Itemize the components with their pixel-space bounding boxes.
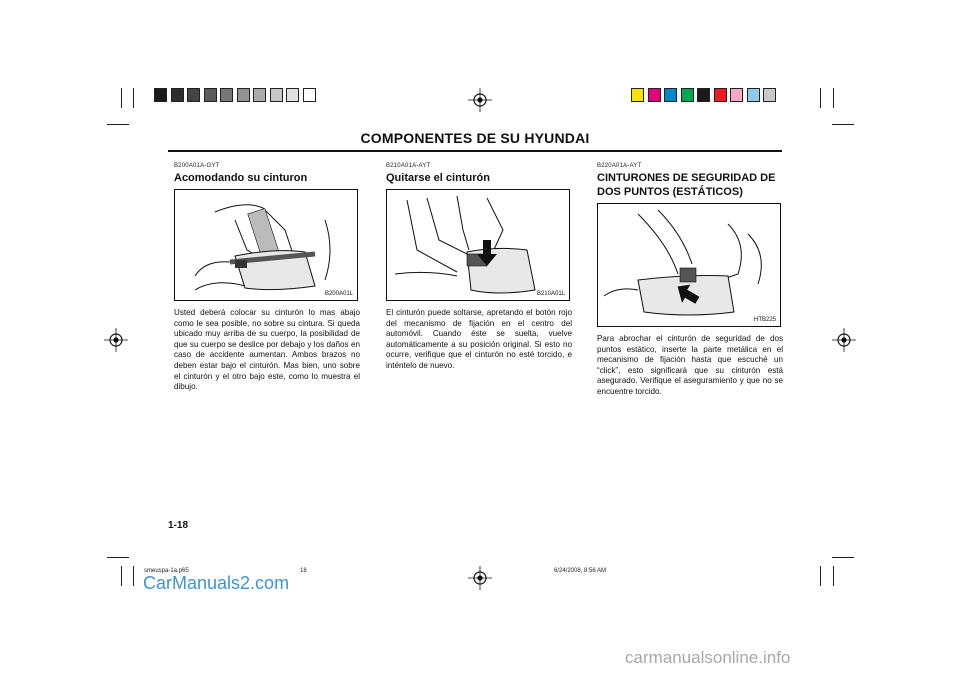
fasten-buckle-illustration	[598, 204, 780, 326]
color-swatch	[254, 89, 265, 101]
crop-mark	[133, 88, 134, 108]
color-swatch	[698, 89, 709, 101]
page-title: COMPONENTES DE SU HYUNDAI	[360, 130, 590, 146]
seated-person-belt-illustration	[175, 190, 357, 300]
crop-mark	[121, 88, 122, 108]
crop-mark	[832, 557, 854, 558]
color-swatch	[221, 89, 232, 101]
color-swatch	[665, 89, 676, 101]
crop-mark	[833, 566, 834, 586]
section-heading: Acomodando su cinturon	[174, 172, 308, 184]
crop-mark	[107, 557, 129, 558]
crop-mark	[820, 88, 821, 108]
illustration-fasten-buckle	[597, 203, 781, 327]
color-swatch	[764, 89, 775, 101]
section-removing-belt	[386, 163, 572, 372]
footer-file-name: smeuspa-1a.p65	[144, 568, 189, 574]
illustration-release-buckle	[386, 189, 570, 301]
color-swatch	[731, 89, 742, 101]
figure-label: HTB225	[753, 317, 776, 323]
color-swatch	[304, 89, 315, 101]
crop-mark	[820, 566, 821, 586]
section-code: B210A01A-AYT	[386, 163, 431, 169]
section-heading: Quitarse el cinturón	[386, 172, 490, 184]
crop-mark	[121, 566, 122, 586]
color-swatch	[649, 89, 660, 101]
illustration-lap-belt-position	[174, 189, 358, 301]
header-rule	[168, 150, 782, 152]
section-heading: CINTURONES DE SEGURIDAD DE DOS PUNTOS (ESTÁTICOS)	[597, 172, 776, 198]
color-swatch	[748, 89, 759, 101]
color-swatch	[205, 89, 216, 101]
crop-mark	[133, 566, 134, 586]
color-swatch	[271, 89, 282, 101]
crop-mark	[107, 124, 129, 125]
figure-label: B200A01L	[324, 291, 353, 297]
section-two-point-belts	[597, 163, 783, 398]
section-adjusting-belt	[174, 163, 360, 393]
color-swatch	[238, 89, 249, 101]
section-body: El cinturón puede soltarse, apretando el botón rojo del mecanismo de fijación en el centro del automóvil. Cuando éste se suelta, vuelve automáticamente a su posición original. Si esto no ocurre, verifique que el cinturón no esté torcido, e inténtelo de nuevo.	[386, 308, 572, 370]
footer-datetime: 6/24/2008, 8:56 AM	[554, 568, 607, 574]
color-swatch	[172, 89, 183, 101]
color-swatch	[287, 89, 298, 101]
section-code: B200A01A-GYT	[174, 163, 220, 169]
page-number: 1-18	[168, 520, 189, 531]
registration-mark-icon	[468, 88, 492, 112]
registration-mark-icon	[104, 328, 128, 352]
crop-mark	[833, 88, 834, 108]
registration-mark-icon	[832, 328, 856, 352]
color-swatch	[632, 89, 643, 101]
figure-label: B210A01L	[536, 291, 565, 297]
color-swatch	[682, 89, 693, 101]
section-body: Usted deberá colocar su cinturón lo mas abajo como le sea posible, no sobre su cintura. Si queda ubicado muy arriba de su cuerpo, la posibilidad de que su cuerpo se deslice por debajo y los daños en caso de accidente aumentan. Ambos brazos no deben estar bajo el cinturón. Mas bien, uno sobre el cinturón y el otro bajo este, como lo muestra el dibujo.	[174, 308, 360, 392]
watermark-top: CarManuals2.com	[143, 573, 290, 593]
footer-page: 18	[300, 568, 307, 574]
color-swatch	[715, 89, 726, 101]
color-swatch	[155, 89, 166, 101]
color-swatch	[188, 89, 199, 101]
section-body: Para abrochar el cinturón de seguridad de dos puntos estático, inserte la parte metálica en el mecanismo de fijación hasta que escuché un “click”, esto significará que su cinturón está asegurado. Verifique el aseguramiento y que no se encuentre torcido.	[597, 334, 783, 396]
registration-mark-icon	[468, 566, 492, 590]
watermark-bottom: carmanualsonline.info	[625, 648, 791, 667]
crop-mark	[832, 124, 854, 125]
section-code: B220A01A-AYT	[597, 163, 642, 169]
release-buckle-illustration	[387, 190, 569, 300]
